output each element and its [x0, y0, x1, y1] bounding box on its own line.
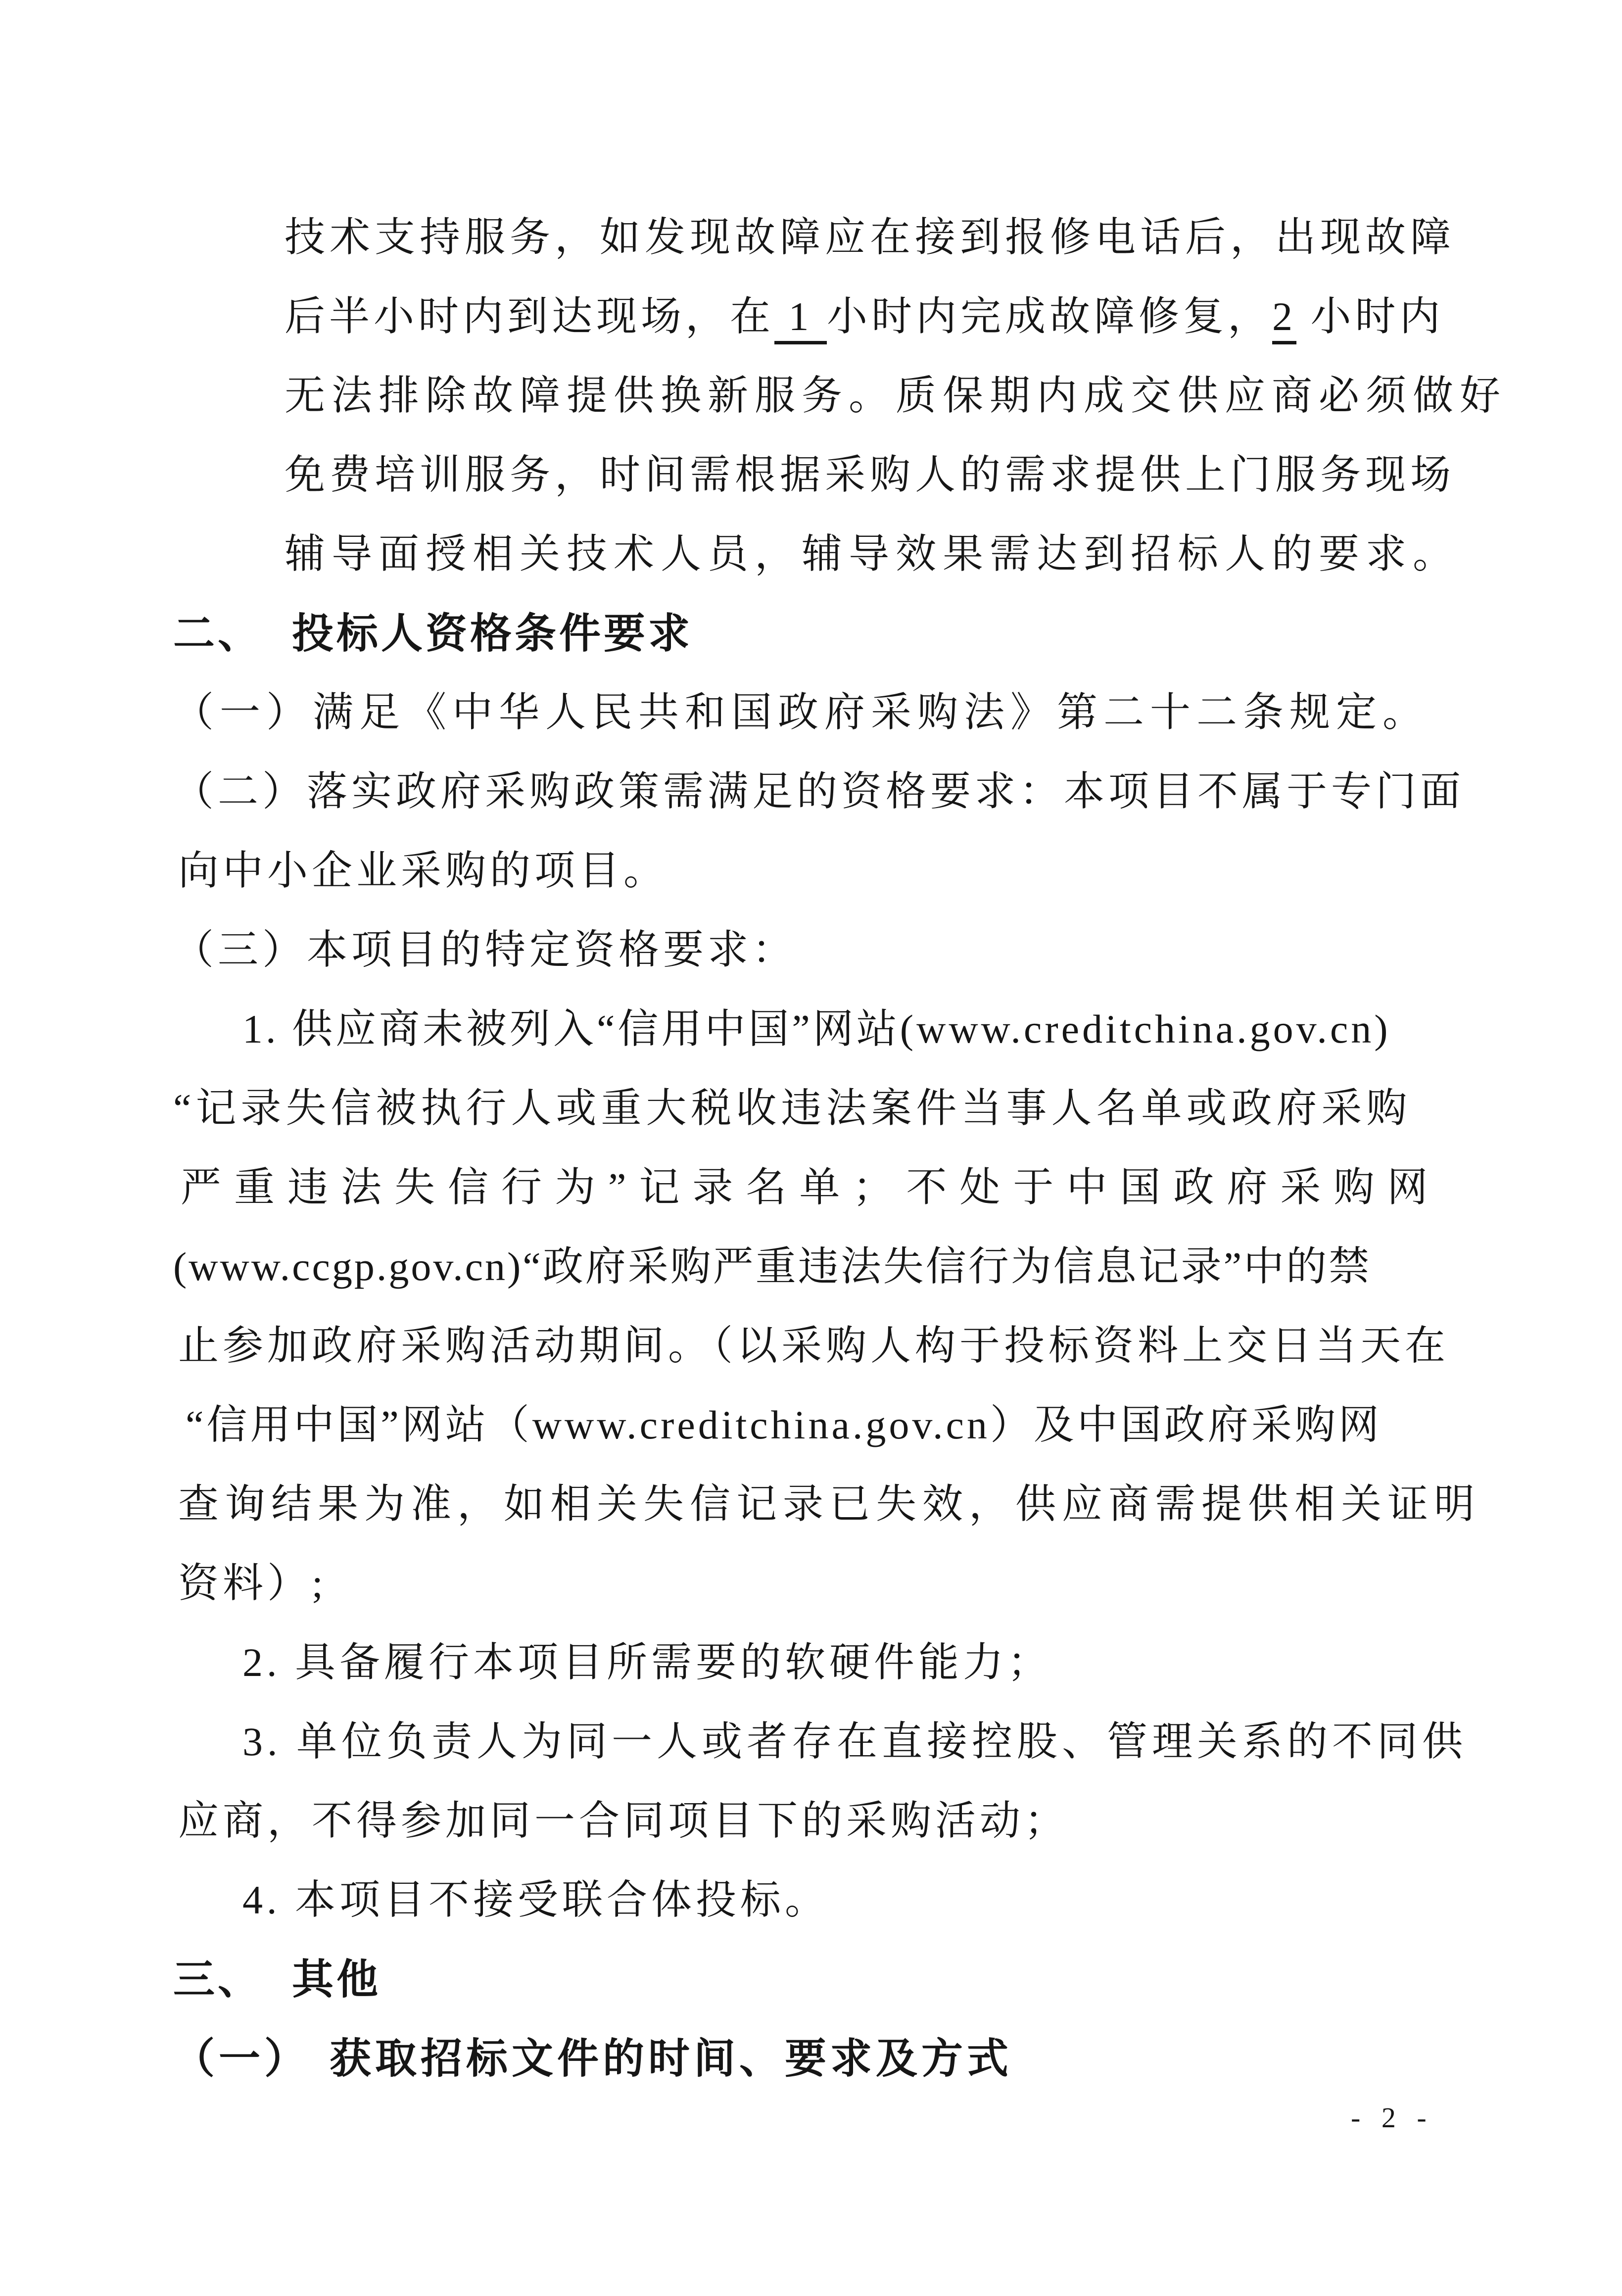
subitem-4 — [173, 1861, 1465, 1940]
subitem-1-line-3 — [173, 1148, 1465, 1227]
para-warranty-line-3 — [173, 356, 1507, 435]
subitem-3-line-2 — [173, 1781, 1465, 1861]
text-segment: （三）本项目的特定资格要求： — [173, 927, 797, 972]
text-segment: 技术支持服务，如发现故障应在接到报修电话后，出现故障 — [285, 215, 1456, 260]
text-segment: (www.ccgp.gov.cn)“政府采购严重违法失信行为信息记录”中的禁 — [173, 1244, 1372, 1289]
document-body — [173, 198, 1507, 2098]
item-3-1-heading — [173, 2019, 1465, 2098]
subitem-1-line-1 — [173, 990, 1465, 1069]
text-segment: 2. 具备履行本项目所需要的软硬件能力； — [242, 1640, 1052, 1685]
section-2-heading — [173, 594, 1465, 673]
underlined-value: 1 — [774, 294, 827, 339]
text-segment: 免费培训服务，时间需根据采购人的需求提供上门服务现场 — [285, 452, 1456, 497]
underlined-value: 2 — [1272, 294, 1297, 339]
subitem-1-line-7 — [173, 1465, 1481, 1544]
text-segment: 投标人资格条件要求 — [292, 610, 693, 657]
text-segment: 3. 单位负责人为同一人或者存在直接控股、管理关系的不同供 — [242, 1719, 1468, 1764]
text-segment: “记录失信被执行人或重大税收违法案件当事人名单或政府采购 — [173, 1086, 1412, 1131]
text-segment: 小时内完成故障修复， — [827, 294, 1273, 339]
para-warranty-line-2 — [173, 277, 1465, 356]
item-2-2-line-1 — [173, 752, 1465, 831]
text-segment: 资料）; — [178, 1561, 327, 1606]
text-segment: 查询结果为准，如相关失信记录已失效，供应商需提供相关证明 — [178, 1482, 1481, 1527]
para-warranty-line-5 — [173, 515, 1465, 594]
text-segment: 辅导面授相关技术人员，辅导效果需达到招标人的要求。 — [285, 531, 1460, 576]
subitem-3-line-1 — [173, 1702, 1468, 1781]
text-segment: 二、 — [173, 610, 263, 657]
subitem-1-line-2 — [173, 1069, 1465, 1148]
text-segment: 后半小时内到达现场，在 — [285, 294, 775, 339]
subitem-1-line-5 — [173, 1306, 1465, 1386]
subitem-1-line-6 — [173, 1386, 1465, 1465]
text-segment: 向中小企业采购的项目。 — [178, 848, 668, 893]
text-segment: （一） — [173, 2035, 310, 2082]
subitem-2 — [173, 1623, 1465, 1702]
text-segment: 应商，不得参加同一合同项目下的采购活动； — [178, 1798, 1069, 1843]
para-warranty-line-1 — [173, 198, 1465, 277]
para-warranty-line-4 — [173, 435, 1465, 515]
subitem-1-line-4 — [173, 1227, 1465, 1306]
text-segment: 获取招标文件的时间、要求及方式 — [330, 2035, 1013, 2082]
text-segment: 严重违法失信行为”记录名单；不处于中国政府采购网 — [181, 1165, 1441, 1210]
subitem-1-line-8 — [173, 1544, 1465, 1623]
section-3-heading — [173, 1940, 1465, 2019]
text-segment: 三、 — [173, 1956, 263, 2003]
text-segment: 其他 — [292, 1956, 382, 2003]
text-segment: （一）满足《中华人民共和国政府采购法》第二十二条规定。 — [173, 690, 1430, 735]
text-segment: （二）落实政府采购政策需满足的资格要求：本项目不属于专门面 — [173, 769, 1465, 814]
text-segment: “信用中国”网站（www.creditchina.gov.cn）及中国政府采购网 — [186, 1402, 1382, 1447]
page-number: - 2 - — [1351, 2102, 1433, 2134]
text-segment: 4. 本项目不接受联合体投标。 — [242, 1877, 830, 1922]
item-2-2-line-2 — [173, 831, 1465, 910]
text-segment: 无法排除故障提供换新服务。质保期内成交供应商必须做好 — [285, 373, 1507, 418]
text-segment: 止参加政府采购活动期间。（以采购人构于投标资料上交日当天在 — [178, 1323, 1450, 1368]
item-2-1 — [173, 673, 1465, 752]
text-segment: 1. 供应商未被列入“信用中国”网站(www.creditchina.gov.cn) — [242, 1006, 1391, 1052]
item-2-3 — [173, 910, 1465, 990]
text-segment: 小时内 — [1296, 294, 1444, 339]
